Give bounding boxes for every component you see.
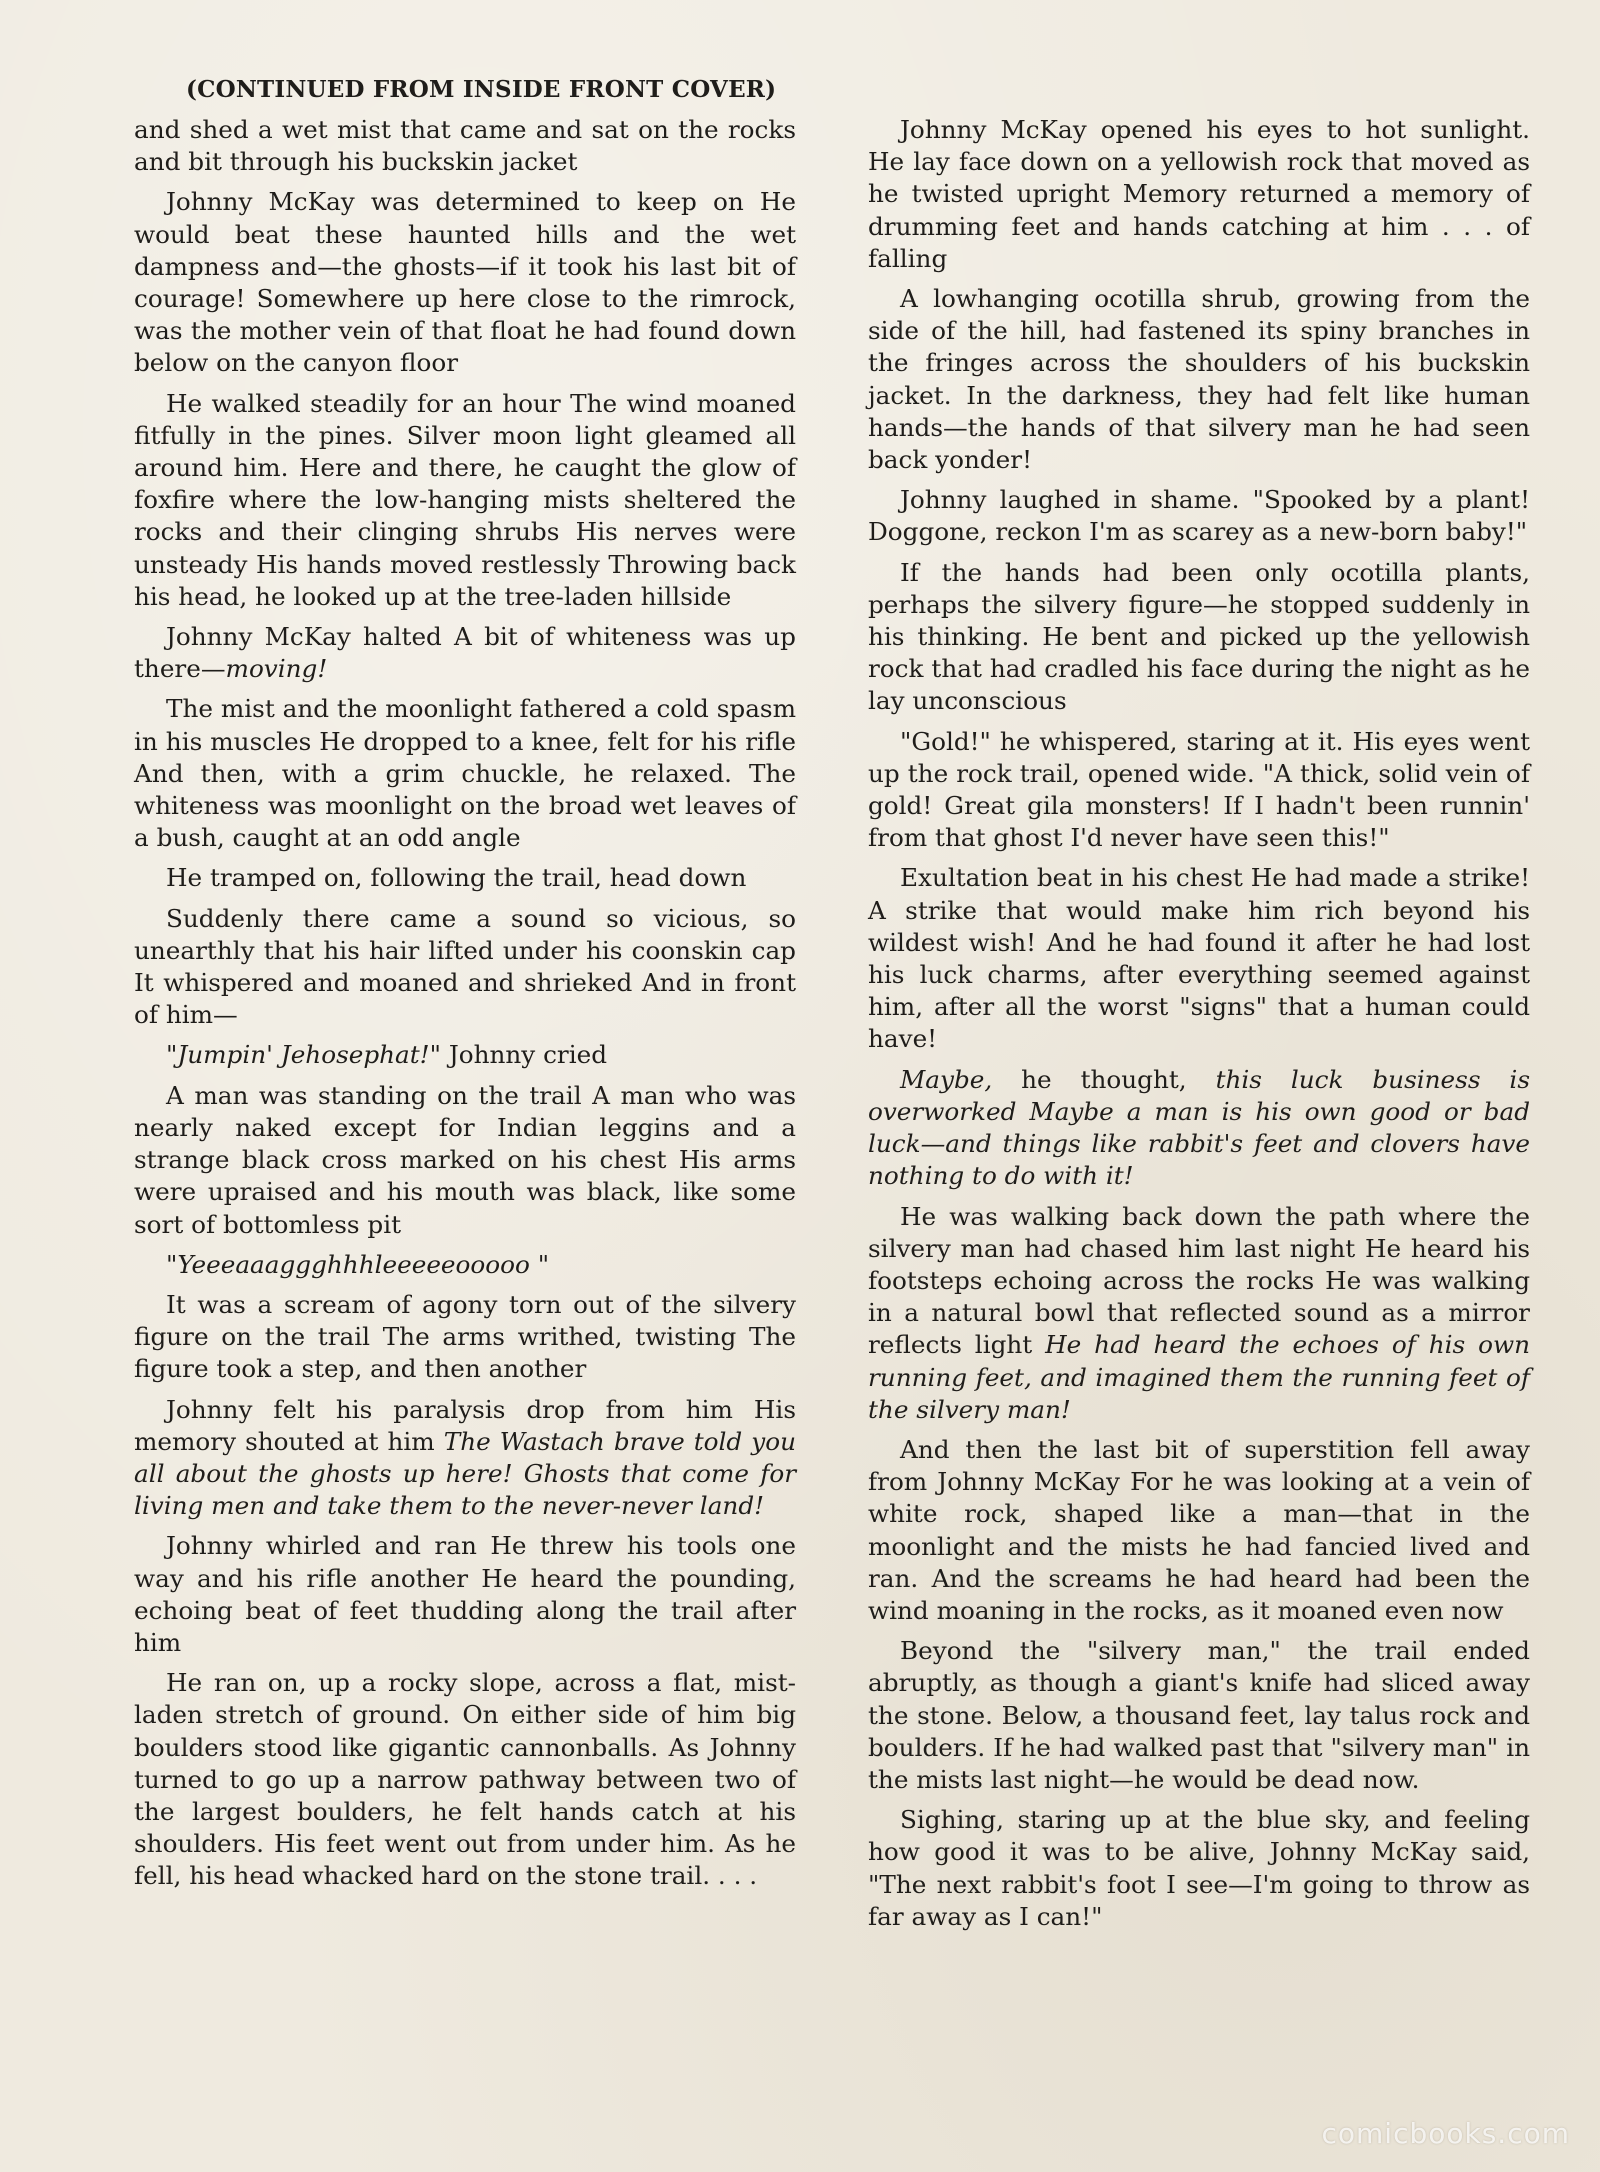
paragraph [868, 1434, 1530, 1627]
italic-text: The Wastach brave told you all about the ghosts up here! Ghosts that come for living men and take them to the never-never land! [134, 1426, 796, 1521]
italic-text: He had heard the echoes of his own running feet, and imagined them the running feet of the silvery man! [868, 1330, 1530, 1424]
paragraph [868, 114, 1530, 275]
text-run: he thought, [992, 1064, 1216, 1094]
paragraph [134, 903, 796, 1032]
text-run: Johnny felt his paralysis drop from him His memory shouted at him [134, 1394, 796, 1456]
text-run: Johnny McKay halted A bit of whiteness was up there— [134, 622, 796, 684]
text-run: Johnny laughed in shame. "Spooked by a plant! Doggone, reckon I'm as scarey as a new-born baby!" [868, 485, 1530, 547]
italic-text: this luck business is overworked Maybe a man is his own good or bad luck—and things like rabbit's feet and clovers have nothing to do with it! [868, 1064, 1530, 1191]
text-run: Johnny cried [440, 1040, 608, 1070]
paragraph [868, 1635, 1530, 1796]
paragraph [134, 388, 796, 613]
text-run: A lowhanging ocotilla shrub, growing from the side of the hill, had fastened its spiny branches in the fringes across the shoulders of his buckskin jacket. In the darkness, they had felt like human hands—the hands of that silvery man he had seen back yonder! [868, 284, 1530, 475]
paragraph [134, 1394, 796, 1523]
text-run: The mist and the moonlight fathered a cold spasm in his muscles He dropped to a knee, felt for his rifle And then, with a grim chuckle, he relaxed. The whiteness was moonlight on the broad wet leaves of a bush, caught at an odd angle [134, 694, 796, 853]
text-run: and shed a wet mist that came and sat on the rocks and bit through his buckskin jacket [134, 115, 796, 177]
italic-text: moving! [225, 654, 328, 684]
text-run: Johnny whirled and ran He threw his tools one way and his rifle another He heard the pounding, echoing beat of feet thudding along the trail after him [134, 1531, 796, 1657]
text-run: A man was standing on the trail A man who was nearly naked except for Indian leggins and a strange black cross marked on his chest His arms were upraised and his mouth was black, like some sort of bottomless pit [134, 1080, 796, 1239]
text-run: If the hands had been only ocotilla plants, perhaps the silvery figure—he stopped suddenly in his thinking. He bent and picked up the yellowish rock that had cradled his face during the night as he lay unconscious [868, 557, 1530, 716]
text-run: Suddenly there came a sound so vicious, so unearthly that his hair lifted under his coonskin cap It whispered and moaned and shrieked And in front of him— [134, 903, 796, 1030]
italic-text: "Jumpin' Jehosephat!" [166, 1040, 441, 1070]
text-run: He ran on, up a rocky slope, across a flat, mist-laden stretch of ground. On either side of him big boulders stood like gigantic cannonballs. As Johnny turned to go up a narrow pathway between two of the largest boulders, he felt hands catch at his shoulders. His feet went out from under him. As he fell, his head whacked hard on the stone trail. . . . [134, 1668, 796, 1891]
right-text-column [868, 114, 1530, 1941]
paragraph [134, 621, 796, 685]
italic-text: "Yeeeaaaggghhhleeeeeooooo " [166, 1249, 550, 1279]
text-run: He tramped on, following the trail, head down [166, 863, 747, 893]
paragraph [868, 283, 1530, 476]
italic-text: Maybe, [900, 1064, 993, 1094]
text-run: "Gold!" he whispered, staring at it. His eyes went up the rock trail, opened wide. "A thick, solid vein of gold! Great gila monsters! If I hadn't been runnin' from that ghost I'd never have seen this!" [868, 726, 1530, 853]
paragraph [134, 186, 796, 379]
text-run: He walked steadily for an hour The wind moaned fitfully in the pines. Silver moon light gleamed all around him. Here and there, he caught the glow of foxfire where the low-hanging mists sheltered the rocks and their clinging shrubs His nerves were unsteady His hands moved restlessly Throwing back his head, he looked up at the tree-laden hillside [134, 388, 796, 611]
paragraph [134, 114, 796, 178]
text-run: Johnny McKay opened his eyes to hot sunlight. He lay face down on a yellowish rock that moved as he twisted upright Memory returned a memory of drumming feet and hands catching at him . . . of falling [868, 115, 1530, 273]
text-run: Sighing, staring up at the blue sky, and feeling how good it was to be alive, Johnny McKay said, "The next rabbit's foot I see—I'm going to throw as far away as I can!" [868, 1805, 1530, 1931]
text-run: And then the last bit of superstition fell away from Johnny McKay For he was looking at a vein of white rock, shaped like a man—that in the moonlight and the mists he had fancied lived and ran. And the screams he had heard had been the wind moaning in the rocks, as it moaned even now [868, 1434, 1530, 1625]
text-run: Beyond the "silvery man," the trail ended abruptly, as though a giant's knife had sliced away the stone. Below, a thousand feet, lay talus rock and boulders. If he had walked past that "silvery man" in the mists last night—he would be dead now. [868, 1636, 1530, 1794]
paragraph [134, 862, 796, 894]
text-run: It was a scream of agony torn out of the silvery figure on the trail The arms writhed, twisting The figure took a step, and then another [134, 1289, 796, 1384]
paragraph [868, 862, 1530, 1055]
paragraph [868, 726, 1530, 855]
paragraph [134, 1249, 796, 1281]
paragraph [134, 1039, 796, 1071]
paragraph [134, 1530, 796, 1659]
text-run: He was walking back down the path where the silvery man had chased him last night He heard his footsteps echoing across the rocks He was walking in a natural bowl that reflected sound as a mirror reflects light [868, 1201, 1530, 1360]
paragraph [868, 484, 1530, 548]
watermark: comicbooks.com [1321, 2117, 1570, 2150]
paragraph [868, 1064, 1530, 1193]
paragraph [134, 693, 796, 854]
paragraph [868, 1201, 1530, 1426]
left-text-column [134, 114, 796, 1901]
paragraph [868, 1804, 1530, 1933]
text-run: Johnny McKay was determined to keep on He would beat these haunted hills and the wet dampness and—the ghosts—if it took his last bit of courage! Somewhere up here close to the rimrock, was the mother vein of that float he had found down below on the canyon floor [134, 187, 796, 378]
text-run: Exultation beat in his chest He had made a strike! A strike that would make him rich beyond his wildest wish! And he had found it after he had lost his luck charms, after everything seemed against him, after all the worst "signs" that a human could have! [868, 863, 1530, 1054]
paragraph [134, 1667, 796, 1892]
continuation-header: (CONTINUED FROM INSIDE FRONT COVER) [186, 76, 777, 103]
paragraph [134, 1080, 796, 1241]
paragraph [134, 1289, 796, 1386]
paragraph [868, 557, 1530, 718]
